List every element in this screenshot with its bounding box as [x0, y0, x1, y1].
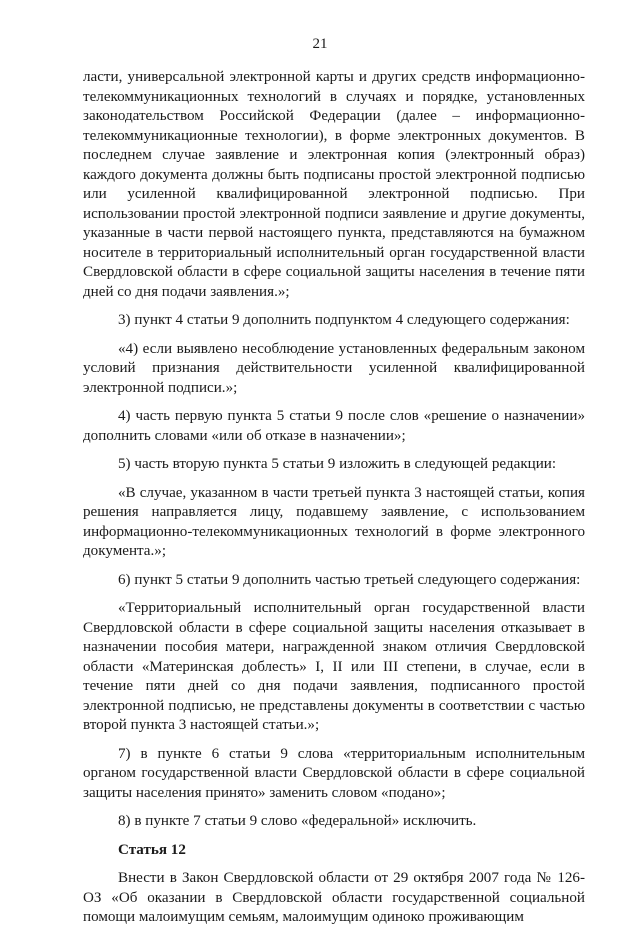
document-body — [83, 68, 585, 937]
paragraph-item-4: 4) часть первую пункта 5 статьи 9 после слов «решение о назначении» дополнить словами «или об отказе в назначении»; — [83, 408, 585, 444]
paragraph-quote-4: «4) если выявлено несоблюдение установленных федеральным законом условий признания действительности усиленной квалифицированной электронной подписи.»; — [83, 340, 585, 396]
paragraph-item-3: 3) пункт 4 статьи 9 дополнить подпунктом 4 следующего содержания: — [118, 312, 570, 328]
paragraph-continuation: ласти, универсальной электронной карты и других средств информационно-телекоммуникационных технологий в случаях и порядке, установленных законодательством Российской Федерации (далее – информационно-телекоммуникационные технологии), в форме электронных документов. В последнем случае заявление и электронная копия (электронный образ) каждого документа должны быть подписаны простой электронной подписью или усиленной квалифицированной электронной подписью. При использовании простой электронной подписи заявление и другие документы, указанные в части первой настоящего пункта, представляются на бумажном носителе в территориальный исполнительный орган государственной власти Свердловской области в сфере социальной защиты населения в течение пяти дней со дня подачи заявления.»; — [83, 69, 585, 300]
article-heading: Статья 12 — [118, 841, 186, 858]
page-number: 21 — [312, 36, 328, 52]
paragraph-quote-6: «Территориальный исполнительный орган государственной власти Свердловской области в сфере социальной защиты населения отказывает в назначении пособия матери, награжденной знаком отличия Свердловской области «Материнская доблесть» I, II или III степени, в случае, если в течение пяти дней со дня подачи заявления, подписанного простой электронной подписью, не представлены документы в соответствии с частью второй пункта 3 настоящей статьи.»; — [83, 600, 585, 733]
paragraph-item-5: 5) часть вторую пункта 5 статьи 9 изложить в следующей редакции: — [118, 456, 557, 472]
paragraph-article-12: Внести в Закон Свердловской области от 29 октября 2007 года № 126-ОЗ «Об оказании в Свердловской области государственной социальной помощи малоимущим семьям, малоимущим одиноко проживающим — [83, 870, 585, 925]
paragraph-quote-5: «В случае, указанном в части третьей пункта 3 настоящей статьи, копия решения направляется лицу, подавшему заявление, с использованием информационно-телекоммуникационных технологий в форме электронного документа.»; — [83, 484, 585, 559]
paragraph-item-7: 7) в пункте 6 статьи 9 слова «территориальным исполнительным органом государственной власти Свердловской области в сфере социальной защиты населения принято» заменить словом «подано»; — [83, 745, 585, 801]
paragraph-item-6: 6) пункт 5 статьи 9 дополнить частью третьей следующего содержания: — [118, 571, 581, 588]
paragraph-item-8: 8) в пункте 7 статьи 9 слово «федеральной» исключить. — [118, 813, 477, 829]
